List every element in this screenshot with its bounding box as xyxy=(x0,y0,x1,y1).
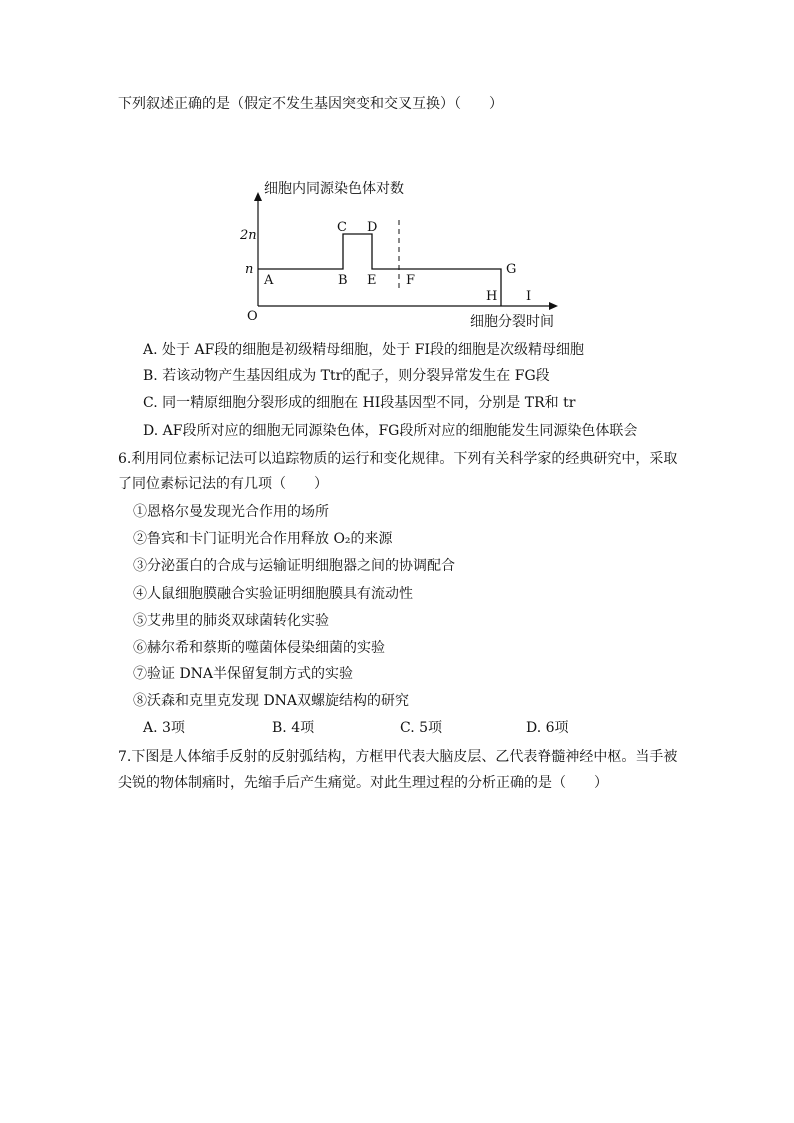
q6-item-7: ⑦验证 DNA半保留复制方式的实验 xyxy=(133,666,354,682)
series-line-homologous-pairs xyxy=(258,234,501,306)
q5-option-d: D. AF段所对应的细胞无同源染色体，FG段所对应的细胞能发生同源染色体联会 xyxy=(143,423,638,439)
q6-stem-line2: 了同位素标记法的有几项（ ） xyxy=(118,476,328,492)
origin-label: O xyxy=(247,309,258,324)
q6-choice-c: C. 5项 xyxy=(400,720,443,736)
q6-choice-d: D. 6项 xyxy=(526,720,569,736)
q6-item-3: ③分泌蛋白的合成与运输证明细胞器之间的协调配合 xyxy=(133,558,455,574)
q6-item-8: ⑧沃森和克里克发现 DNA双螺旋结构的研究 xyxy=(133,693,410,709)
q5-option-b: B. 若该动物产生基因组成为 Ttr的配子，则分裂异常发生在 FG段 xyxy=(143,368,550,384)
q5-stem: 下列叙述正确的是（假定不发生基因突变和交叉互换）（ ） xyxy=(118,96,503,112)
q5-option-a: A. 处于 AF段的细胞是初级精母细胞，处于 FI段的细胞是次级精母细胞 xyxy=(143,342,584,358)
point-label-b: B xyxy=(338,273,348,288)
y-tick-n: n xyxy=(245,262,254,277)
point-label-c: C xyxy=(337,220,347,235)
y-axis-label: 细胞内同源染色体对数 xyxy=(264,181,404,197)
point-label-h: H xyxy=(486,289,498,304)
q7-stem-line1: 7.下图是人体缩手反射的反射弧结构，方框甲代表大脑皮层、乙代表脊髓神经中枢。当手被 xyxy=(118,749,678,765)
x-axis-label: 细胞分裂时间 xyxy=(470,314,554,330)
point-label-g: G xyxy=(506,262,517,277)
chart-layer xyxy=(239,180,558,330)
q5-option-c: C. 同一精原细胞分裂形成的细胞在 HI段基因型不同，分别是 TR和 tr xyxy=(143,395,576,411)
q6-item-1: ①恩格尔曼发现光合作用的场所 xyxy=(133,504,329,520)
y-tick-2n: 2n xyxy=(240,228,257,243)
q7-stem-line2: 尖锐的物体制痛时，先缩手后产生痛觉。对此生理过程的分析正确的是（ ） xyxy=(118,775,608,791)
point-label-d: D xyxy=(367,220,378,235)
point-label-f: F xyxy=(406,273,416,288)
q6-item-4: ④人鼠细胞膜融合实验证明细胞膜具有流动性 xyxy=(133,586,413,602)
point-label-a: A xyxy=(264,273,274,288)
q6-stem-line1: 6.利用同位素标记法可以追踪物质的运行和变化规律。下列有关科学家的经典研究中，采取 xyxy=(118,451,678,467)
q6-choice-a: A. 3项 xyxy=(143,720,185,736)
y-axis-arrow xyxy=(254,192,262,201)
point-label-e: E xyxy=(367,273,377,288)
q6-choice-b: B. 4项 xyxy=(272,720,315,736)
q6-item-2: ②鲁宾和卡门证明光合作用释放 O₂的来源 xyxy=(133,531,393,547)
q6-item-5: ⑤艾弗里的肺炎双球菌转化实验 xyxy=(133,613,329,629)
q6-item-6: ⑥赫尔希和蔡斯的噬菌体侵染细菌的实验 xyxy=(133,640,385,656)
x-axis-arrow xyxy=(549,302,558,310)
point-label-i: I xyxy=(526,289,532,304)
